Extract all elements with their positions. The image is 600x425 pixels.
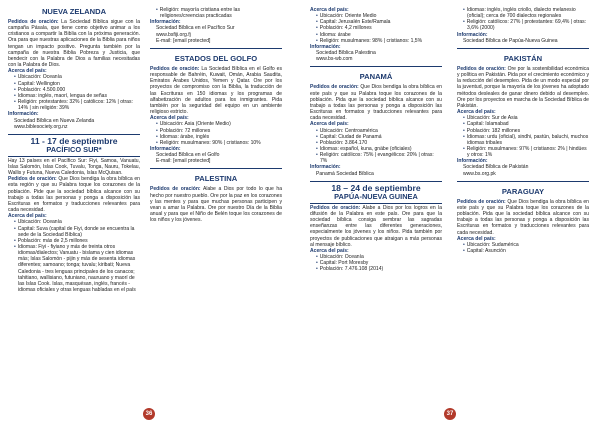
prayer-requests: Pedidos de oración: Alabe a Dios por los logros en la difusión de la Palabra en este país. Ore para que la sociedad bíblica consiga sembrar las sagradas enseñanzas entre las diferentes generaciones, especialmente los jóvenes y los niños. Pida también por proyectos de publicaciones que atraigan a más personas al mensaje bíblico. [310, 204, 442, 248]
info-email[interactable]: E-mail: [email protected] [156, 37, 211, 44]
info-line: Sociedad Bíblica en Nueva Zelanda [14, 117, 95, 124]
info-link[interactable]: www.biblesociety.org.nz [14, 123, 68, 130]
fact-item: • Población: más de 2,5 millones [8, 238, 140, 244]
fact-item: • Ubicación: Oriente Medio [310, 13, 442, 19]
fact-item: • Religión: protestantes: 32% | católicos: 12% | otras: 14% | sin religión: 39% [8, 99, 140, 111]
week-banner [310, 181, 442, 204]
fact-item: • Idiomas: árabe, inglés [150, 134, 282, 140]
fact-item: • Ubicación: Oceanía [8, 74, 140, 80]
about-label: Acerca del país: [310, 7, 349, 13]
fact-item: • Idioma: árabe [310, 32, 442, 38]
page-number-right: 37 [444, 408, 456, 420]
fact-item: • Capital: Port Moresby [310, 260, 442, 266]
info-line: Sociedad Bíblica en el Pacífico Sur [156, 25, 235, 32]
week-region: PACÍFICO SUR* [46, 145, 102, 155]
about-label: Acerca del país: [457, 235, 496, 242]
fact-item: • Religión: católicos: 75% | evangélicos: 20% | otras: 7% [310, 152, 442, 164]
info-label: Información: [310, 43, 341, 50]
fact-item: • Idiomas: urdu (oficial), sindhi, pastún, baluchi, muchos idiomas tribales [457, 134, 589, 146]
section-title-pakistan: PAKISTÁN [503, 53, 543, 63]
right-column-1 [310, 7, 442, 272]
section-title-panama: PANAMÁ [359, 72, 393, 82]
fact-item: • Población: 4.500.000 [8, 87, 140, 93]
info-label: Información: [150, 19, 181, 26]
info-link[interactable]: www.bsfiji.org.fj [156, 31, 191, 38]
info-email[interactable]: E-mail: [email protected] [156, 158, 211, 165]
info-label: Información: [8, 111, 39, 118]
info-line: Sociedad Bíblica en el Golfo [156, 152, 220, 159]
about-label: Acerca del país: [8, 68, 47, 75]
section-title-palestina: PALESTINA [194, 174, 238, 184]
fact-item: • Capital: Islamabad [457, 121, 589, 127]
section-title-paraguay: PARAGUAY [501, 186, 545, 196]
week-dates: 18 – 24 de septiembre [331, 182, 421, 193]
prayer-requests: Pedidos de oración: Alabe a Dios por todo lo que ha hecho por nuestro pueblo. Ore por la paz en los corazones y las mentes y para que muchas personas participen y vean a amar la Palabra. Ore por nuestro Día de la Biblia anual y para que el Niño de Belén toque los corazones de los niños y los jóvenes. [150, 186, 283, 224]
section-divider [457, 48, 589, 49]
section-title-nueva-zelanda: NUEVA ZELANDA [41, 7, 107, 16]
info-line: Sociedad Bíblica de Pakistán [463, 164, 529, 171]
fact-item: • Capital: Asunción [457, 248, 589, 254]
info-line: Sociedad Bíblica Palestina [316, 50, 376, 57]
about-label: Acerca del país: [457, 109, 496, 116]
fact-item: • Religión: mayoría cristiana entre las religiones/creencias practicadas [150, 7, 282, 19]
info-line: Sociedad Bíblica de Papúa-Nueva Guinea [463, 37, 558, 44]
info-label: Información: [457, 31, 488, 38]
about-label: Acerca del país: [310, 247, 349, 254]
fact-item: • Idiomas: inglés, inglés criollo, dialecto melanesio (oficial); cerca de 700 dialectos regionales [457, 7, 589, 19]
fact-item: • Ubicación: Sur de Asia [457, 115, 589, 121]
fact-item: • Población: 182 millones [457, 128, 589, 134]
fact-item: • Ubicación: Oceanía [310, 254, 442, 260]
prayer-requests: Pedidos de oración: Que Dios bendiga la obra bíblica en este país y que su Palabra toque los corazones de la población. Pida que la sociedad bíblica alcance con su trabajo a todas las personas y ponga a disposición las Escrituras en formatos y traducciones relevantes para cada necesidad. [310, 84, 442, 122]
section-divider [150, 168, 282, 169]
fact-item: • Religión: musulmanes: 98% | cristianos: 1,5% [310, 38, 442, 44]
fact-item: • Idiomas: inglés, maorí, lengua de señas [8, 93, 140, 99]
info-label: Información: [310, 164, 341, 171]
about-label: Acerca del país: [150, 115, 189, 122]
about-label: Acerca del país: [310, 121, 349, 128]
fact-item: • Religión: musulmanes: 90% | cristianos: 10% [150, 140, 282, 146]
info-link[interactable]: www.bs-wb.com [316, 56, 353, 63]
fact-item: • Población: 3.864.170 [310, 140, 442, 146]
prayer-requests: Pedidos de oración: Que Dios bendiga la obra bíblica en esta región y que su Palabra toque los corazones de la población. Pide que la sociedad bíblica alcance con su trabajo a todas las personas y ponga a disposición las Escrituras en formatos y traducciones relevantes para cada necesidad. [8, 176, 140, 214]
prayer-requests: Pedidos de oración: Que Dios bendiga la obra bíblica en este país y que su Palabra toque los corazones de la población. Pida que la sociedad bíblica alcance con su trabajo a todas las personas y ponga a disposición las Escrituras en formatos y traducciones relevantes para cada necesidad. [457, 198, 589, 236]
info-label: Información: [150, 145, 181, 152]
fact-item: • Religión: católicos: 27% | protestantes: 69,4% | otras: 3,6% (2000) [457, 19, 589, 31]
fact-item: • Ubicación: Sudamérica [457, 242, 589, 248]
prayer-requests: Pedidos de oración: La Sociedad Bíblica en el Golfo es responsable de Bahréin, Kuwait, Omán, Arabia Saudita, Emiratos Árabes Unidos, Yemen y Qatar. Ore por los proyectos de compromiso con la Biblia, la traducción de las Escrituras en 150 idiomas y los programas de alfabetización de adultos para los inmigrantes. Pida también por la seguridad del equipo en un ambiente religioso estricto. [150, 65, 282, 116]
fact-item: • Capital: Ciudad de Panamá [310, 134, 442, 140]
fact-item: • Ubicación: Asia (Oriente Medio) [150, 121, 282, 127]
week-dates: 11 - 17 de septiembre [30, 135, 118, 146]
right-page [300, 0, 600, 425]
region-intro: Hay 13 países en el Pacífico Sur: Fiyi, Samoa, Vanuatu, Islas Salomón, Islas Cook, Tuvalu, Tonga, Nauru, Tokelau, Wallis y Futuna, Nueva Caledonia, Islas McQuisan. [8, 157, 140, 177]
fact-item: • Capital: Jerusalén Este/Ramala [310, 19, 442, 25]
fact-item: • Idiomas: Fiyi - fiyiano y más de treinta otros idiomas/dialectos; Vanuatu - bislama y cien idiomas más; Islas Salomón - pijin y más de sesenta idiomas diferentes; samoano; tonga; tuvalu; kiribati; Nueva Caledonia - tres lenguas principales de los canacos; tahitiano, wallisiano, futuniano, nauruano y maorí de las Islas Cook. Islas, masquésan, inglés, francés - idiomas oficiales y otras lenguas habladas en el país [8, 244, 140, 293]
fact-item: • Idiomas: español, kuna, gnäbe (oficiales) [310, 146, 442, 152]
fact-item: • Población: 7.476.108 (2014) [310, 266, 442, 272]
left-column-2 [150, 7, 282, 223]
week-banner [8, 134, 140, 157]
fact-item: • Población: 72 millones [150, 128, 282, 134]
about-label: Acerca del país: [8, 213, 47, 220]
info-label: Información: [457, 158, 488, 165]
fact-item: • Religión: musulmanes: 97% | cristianos: 2% | hindúes y otros: 1% [457, 146, 589, 158]
section-title-estados-del-golfo: ESTADOS DEL GOLFO [174, 53, 258, 63]
section-divider [310, 66, 442, 67]
prayer-requests: Pedidos de oración: Ore por la sostenibilidad económica y política en Pakistán. Pida por el crecimiento económico y la reducción del desempleo. Pida de un modo especial por la juventud, porque la mayoría de los jóvenes ha adoptado métodos desleales de ganar dinero debido al desempleo. Ore por los proyectos en marcha de la Sociedad Bíblica de Pakistán. [457, 65, 590, 109]
left-column-1 [8, 7, 140, 293]
section-divider [457, 181, 589, 182]
fact-item: • Población: 4,2 millones [310, 25, 442, 31]
section-divider [150, 48, 282, 49]
info-link[interactable]: www.bs.org.pk [463, 170, 496, 177]
week-region: PAPÚA-NUEVA GUINEA [334, 192, 418, 202]
info-line: Panamá Sociedad Bíblica [316, 170, 374, 177]
page-number-left: 36 [143, 408, 155, 420]
fact-item: • Capital: Wellington [8, 81, 140, 87]
right-column-2 [457, 7, 589, 254]
fact-item: • Ubicación: Centroamérica [310, 128, 442, 134]
prayer-requests: Pedidos de oración: La Sociedad Bíblica sigue con la campaña Pásala, que tiene como objetivo animar a los cristianos a compartir la Biblia con la próxima generación. Ora para que nuestras aplicaciones de la Biblia para niños tengan un impacto positivo. Pregunta también por la campaña de nuestra Biblia Pobreza y Justicia, que bendecir con la Palabra de Dios a familias necesitadas con la Palabra de Dios. [8, 19, 140, 69]
fact-item: • Ubicación: Oceanía [8, 219, 140, 225]
fact-item: • Capital: Suva (capital de Fiyi, donde se encuentra la sede de la Sociedad Bíblica) [8, 226, 140, 238]
